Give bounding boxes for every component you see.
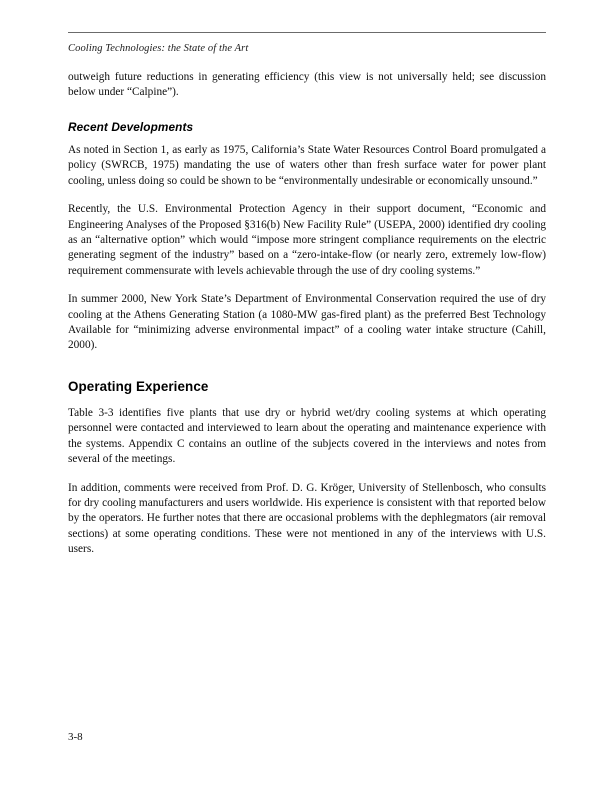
running-head: Cooling Technologies: the State of the Art (68, 43, 249, 54)
header-divider-rule (68, 32, 546, 33)
paragraph-swrcb: As noted in Section 1, as early as 1975, California’s State Water Resources Control Board promulgated a policy (SWRCB, 1975) mandating the use of waters other than fresh surface water for power plant cooling, unless doing so could be shown to be “environmentally undesirable or economically unsound.” (68, 144, 546, 187)
paragraph-athens: In summer 2000, New York State’s Department of Environmental Conservation required the use of dry cooling at the Athens Generating Station (a 1080-MW gas-fired plant) as the preferred Best Technology Available for “minimizing adverse environmental impact” of a cooling water intake structure (Cahill, 2000). (68, 293, 546, 352)
paragraph-kroger: In addition, comments were received from Prof. D. G. Kröger, University of Stellenbosch, who consults for dry cooling manufacturers and users worldwide. His experience is consistent with that reported below by the operators. He further notes that there are occasional problems with the dephlegmators (air removal sections) at some operating conditions. These were not mentioned in any of the interviews with U.S. users. (68, 481, 546, 556)
heading-operating-experience: Operating Experience (68, 379, 209, 395)
paragraph-table-3-3: Table 3-3 identifies five plants that use dry or hybrid wet/dry cooling systems at which operating personnel were contacted and interviewed to learn about the operating and maintenance experience with the systems. Appendix C contains an outline of the subjects covered in the interviews and notes from several of the meetings. (68, 407, 546, 466)
paragraph-outweigh: outweigh future reductions in generating efficiency (this view is not universally held; see discussion below under “Calpine”). (68, 71, 546, 99)
page-number: 3-8 (68, 731, 83, 743)
paragraph-usepa: Recently, the U.S. Environmental Protection Agency in their support document, “Economic and Engineering Analyses of the Proposed §316(b) New Facility Rule” (USEPA, 2000) identified dry cooling as an “alternative option” which would “impose more stringent compliance requirements on the electric generating segment of the industry” based on a “zero-intake-flow (or nearly zero, extremely low-flow) requirement commensurate with levels achievable through the use of dry cooling systems.” (68, 203, 546, 277)
heading-recent-developments: Recent Developments (68, 120, 194, 135)
page-body (68, 70, 546, 571)
